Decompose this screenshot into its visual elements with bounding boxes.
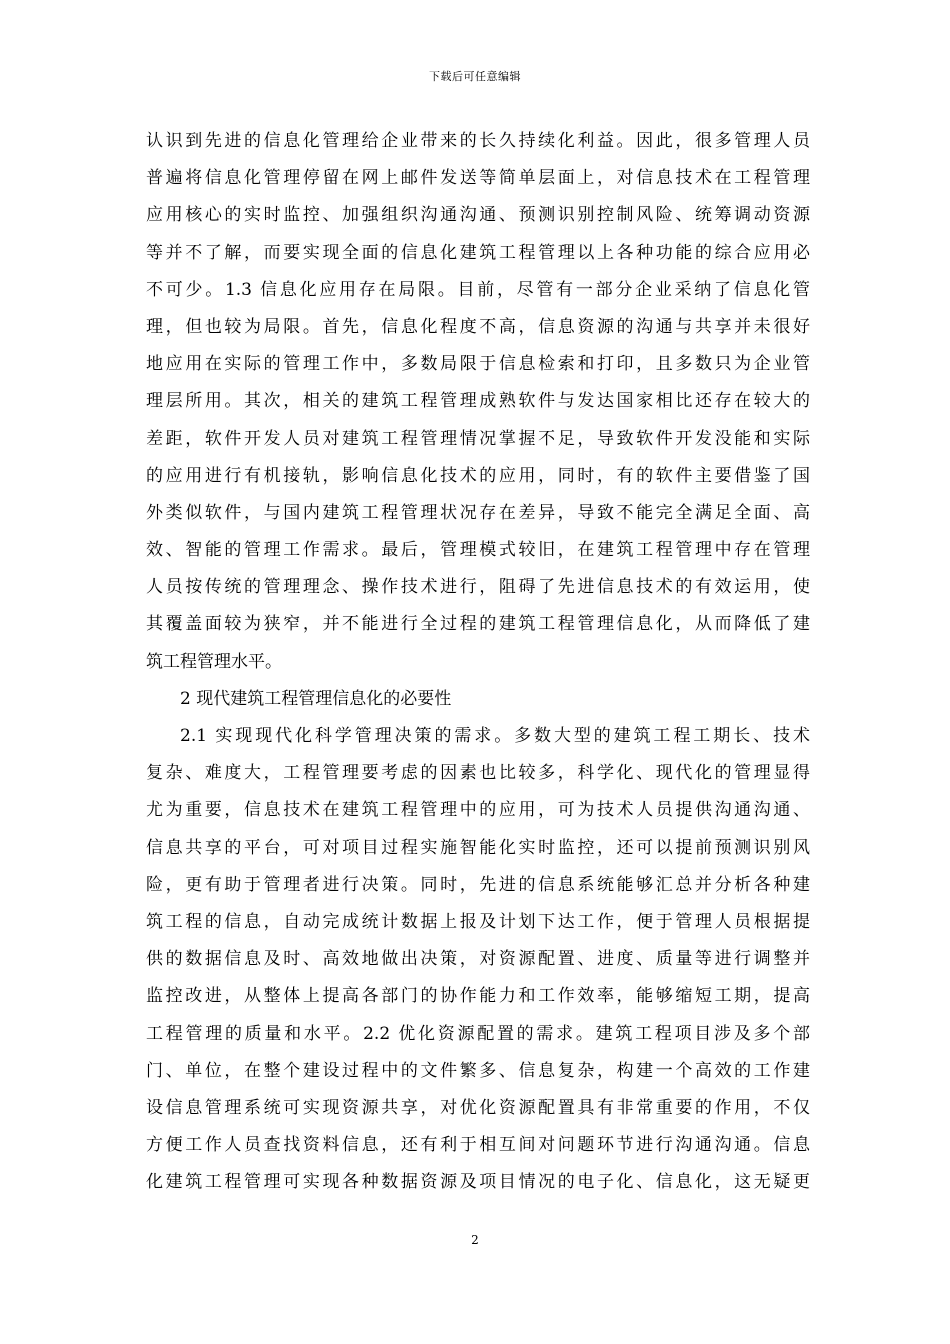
text-line: 化建筑工程管理可实现各种数据资源及项目情况的电子化、信息化，这无疑更 xyxy=(146,1172,810,1193)
text-line: 筑工程管理水平。 xyxy=(146,651,282,672)
text-line: 其覆盖面较为狭窄，并不能进行全过程的建筑工程管理信息化，从而降低了建 xyxy=(146,614,810,635)
text-line: 理层所用。其次，相关的建筑工程管理成熟软件与发达国家相比还存在较大的 xyxy=(146,391,810,412)
text-line: 认识到先进的信息化管理给企业带来的长久持续化利益。因此，很多管理人员 xyxy=(146,131,810,151)
text-line: 方便工作人员查找资料信息，还有利于相互间对问题环节进行沟通沟通。信息 xyxy=(146,1135,810,1156)
text-line: 效、智能的管理工作需求。最后，管理模式较旧，在建筑工程管理中存在管理 xyxy=(146,540,810,561)
text-line: 供的数据信息及时、高效地做出决策，对资源配置、进度、质量等进行调整并 xyxy=(146,949,810,970)
text-line: 普遍将信息化管理停留在网上邮件发送等简单层面上，对信息技术在工程管理 xyxy=(146,168,810,189)
text-line: 人员按传统的管理理念、操作技术进行，阻碍了先进信息技术的有效运用，使 xyxy=(146,577,810,598)
text-line: 等并不了解，而要实现全面的信息化建筑工程管理以上各种功能的综合应用必 xyxy=(146,242,810,263)
text-line: 尤为重要，信息技术在建筑工程管理中的应用，可为技术人员提供沟通沟通、 xyxy=(146,800,810,821)
text-line: 外类似软件，与国内建筑工程管理状况存在差异，导致不能完全满足全面、高 xyxy=(146,502,810,523)
text-line: 险，更有助于管理者进行决策。同时，先进的信息系统能够汇总并分析各种建 xyxy=(146,874,810,895)
text-line: 筑工程的信息，自动完成统计数据上报及计划下达工作，便于管理人员根据提 xyxy=(146,911,810,932)
text-line: 理，但也较为局限。首先，信息化程度不高，信息资源的沟通与共享并未很好 xyxy=(146,316,810,337)
text-line: 复杂、难度大，工程管理要考虑的因素也比较多，科学化、现代化的管理显得 xyxy=(146,763,810,784)
text-line: 的应用进行有机接轨，影响信息化技术的应用，同时，有的软件主要借鉴了国 xyxy=(146,465,810,486)
text-line: 信息共享的平台，可对项目过程实施智能化实时监控，还可以提前预测识别风 xyxy=(146,837,810,858)
text-line: 监控改进，从整体上提高各部门的协作能力和工作效率，能够缩短工期，提高 xyxy=(146,986,810,1007)
text-line: 不可少。1.3 信息化应用存在局限。目前，尽管有一部分企业采纳了信息化管 xyxy=(146,279,810,300)
text-line: 工程管理的质量和水平。2.2 优化资源配置的需求。建筑工程项目涉及多个部 xyxy=(146,1023,810,1044)
page-number: 2 xyxy=(471,1233,479,1247)
text-line: 应用核心的实时监控、加强组织沟通沟通、预测识别控制风险、统筹调动资源 xyxy=(146,205,810,226)
text-line: 差距，软件开发人员对建筑工程管理情况掌握不足，导致软件开发没能和实际 xyxy=(146,428,810,449)
document-body xyxy=(146,123,810,1201)
text-line: 设信息管理系统可实现资源共享，对优化资源配置具有非常重要的作用，不仅 xyxy=(146,1097,810,1118)
text-line: 2.1 实现现代化科学管理决策的需求。多数大型的建筑工程工期长、技术 xyxy=(180,726,810,746)
page-header: 下载后可任意编辑 xyxy=(429,70,521,83)
text-line: 门、单位，在整个建设过程中的文件繁多、信息复杂，构建一个高效的工作建 xyxy=(146,1060,810,1081)
text-line: 地应用在实际的管理工作中，多数局限于信息检索和打印，且多数只为企业管 xyxy=(146,354,810,375)
section-heading: 2 现代建筑工程管理信息化的必要性 xyxy=(180,688,452,709)
